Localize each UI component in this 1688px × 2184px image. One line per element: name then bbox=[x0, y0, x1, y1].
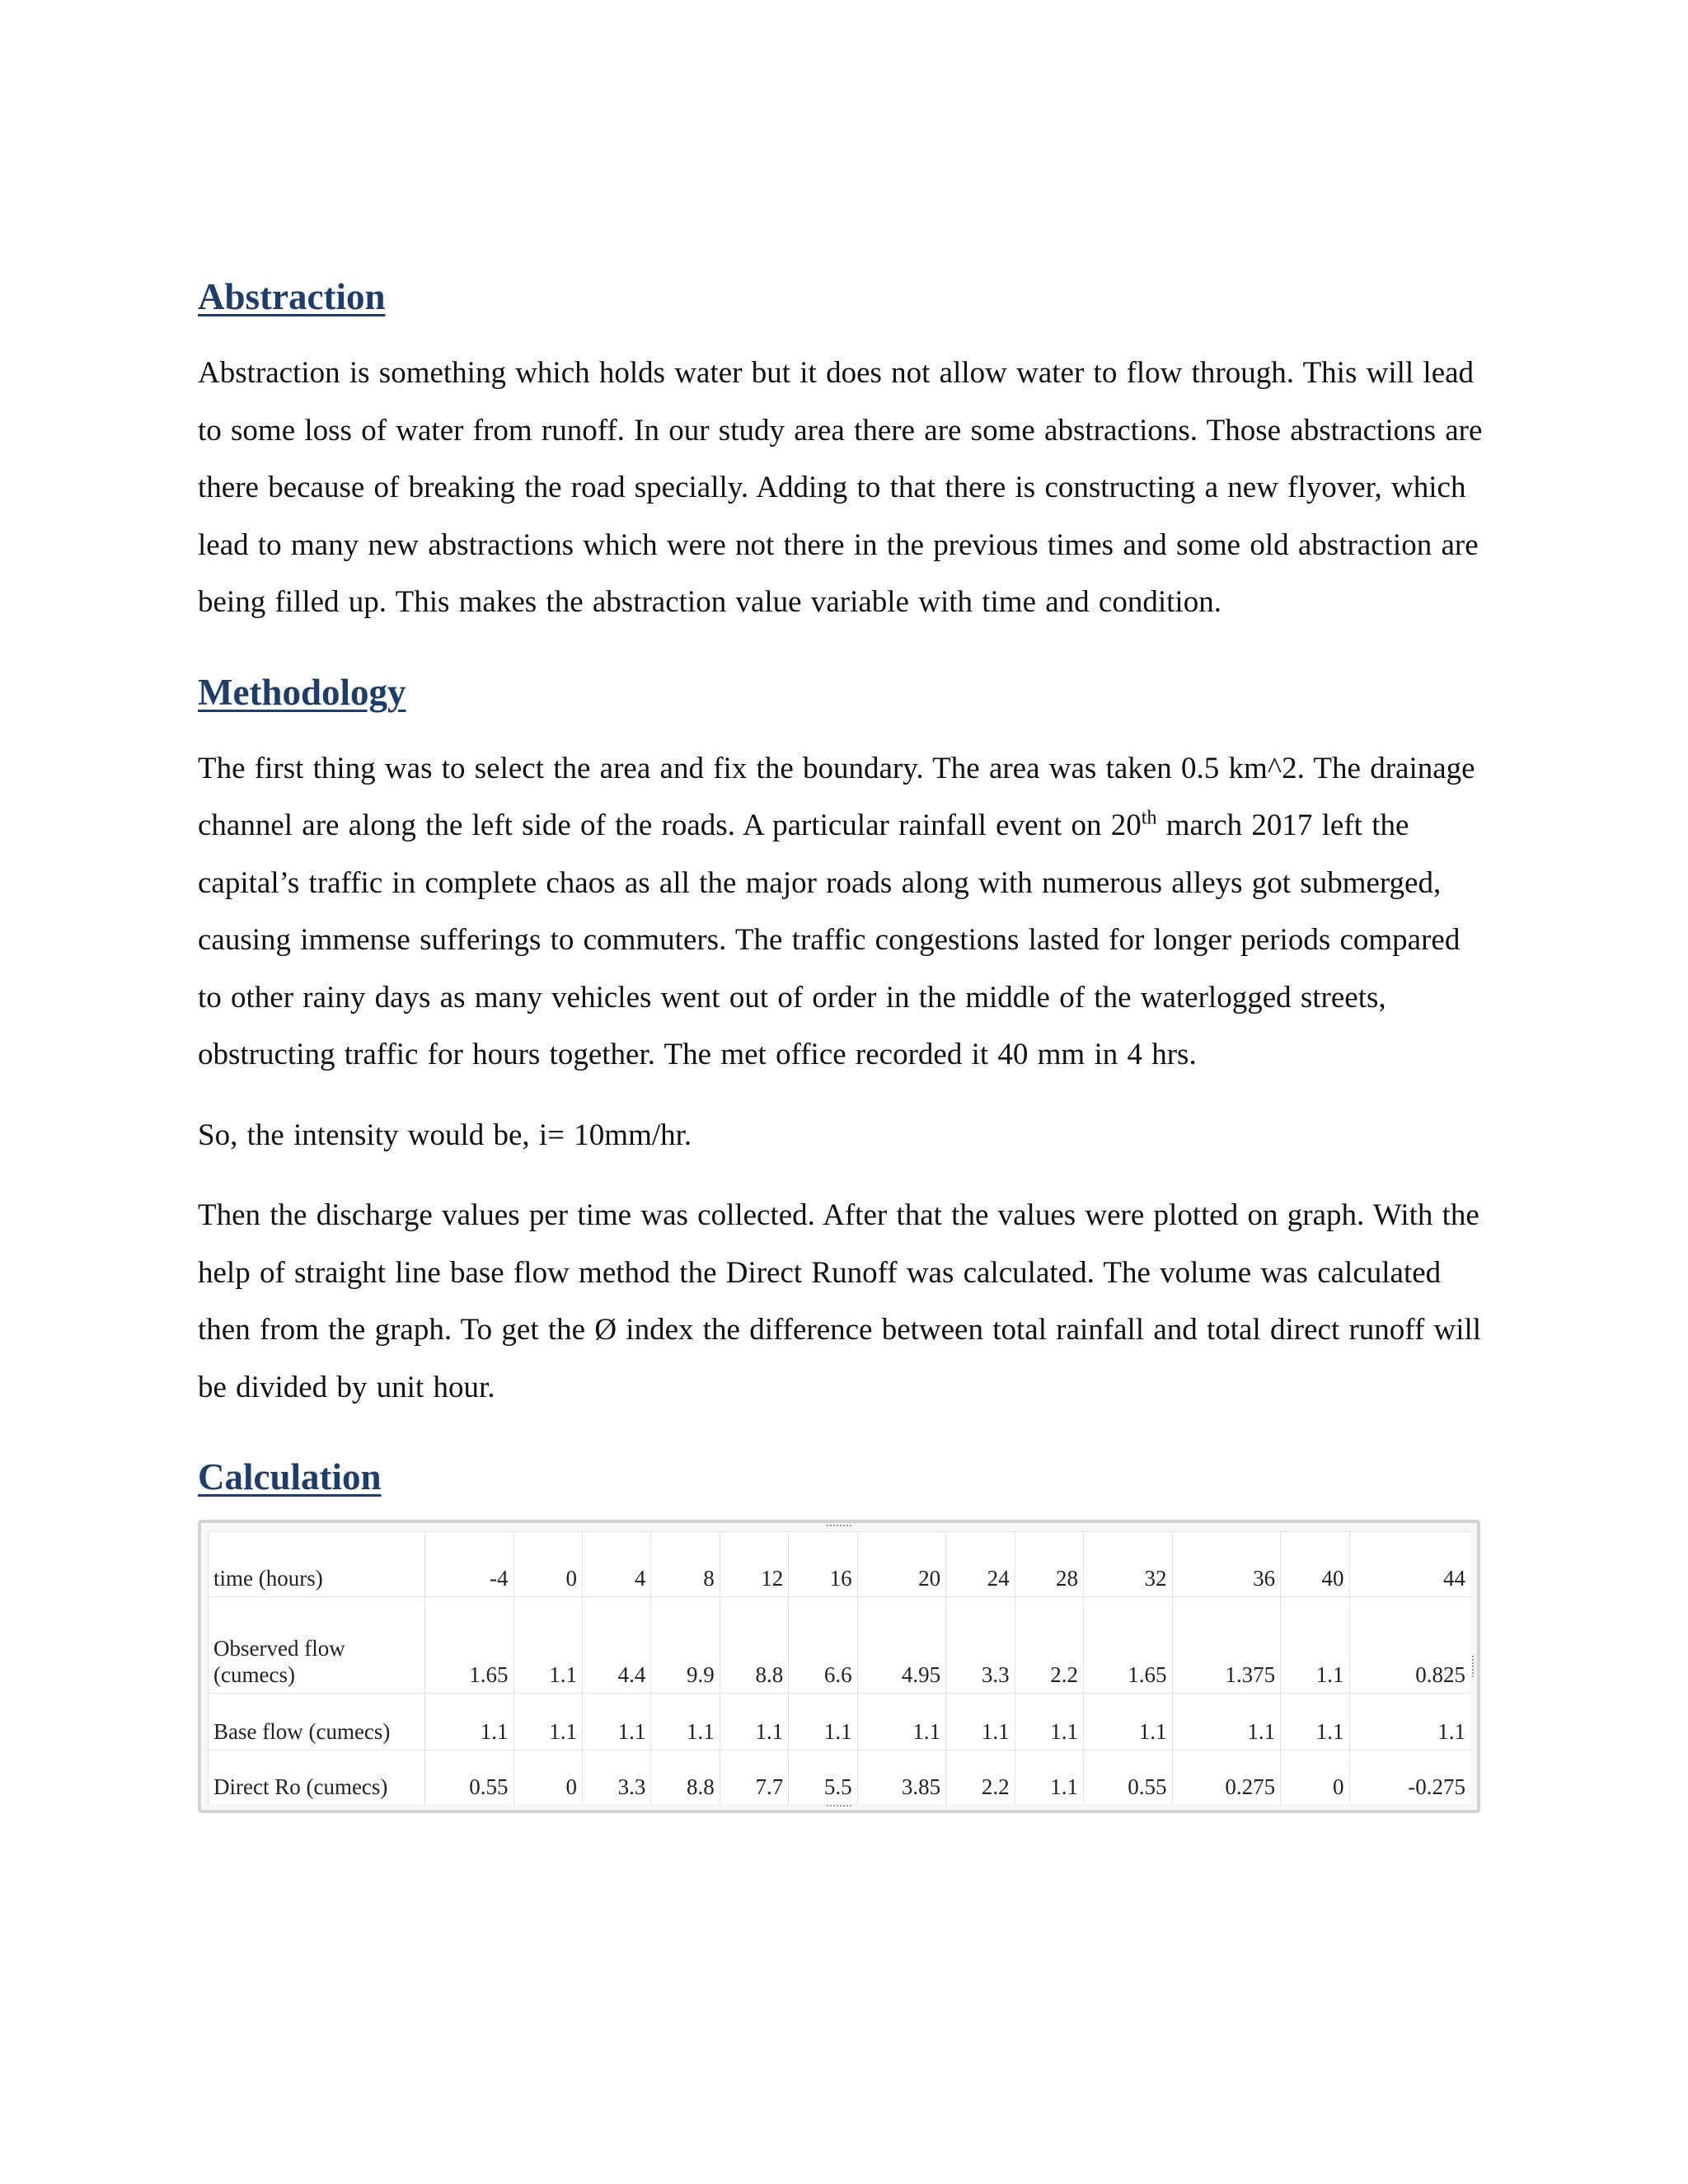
table-cell: 1.1 bbox=[513, 1597, 582, 1694]
table-cell: 7.7 bbox=[720, 1750, 788, 1806]
table-cell: 24 bbox=[946, 1532, 1015, 1597]
table-cell: 8 bbox=[651, 1532, 720, 1597]
table-cell: 28 bbox=[1015, 1532, 1083, 1597]
table-cell: 9.9 bbox=[651, 1597, 720, 1694]
table-cell: 1.1 bbox=[946, 1694, 1015, 1750]
table-cell: -4 bbox=[425, 1532, 514, 1597]
table-cell: 1.1 bbox=[789, 1694, 857, 1750]
table-cell: 12 bbox=[720, 1532, 788, 1597]
table-cell: 40 bbox=[1281, 1532, 1349, 1597]
table-cell: 8.8 bbox=[651, 1750, 720, 1806]
table-cell: 20 bbox=[857, 1532, 946, 1597]
table-cell: 1.375 bbox=[1172, 1597, 1281, 1694]
calculation-heading: Calculation bbox=[198, 1456, 382, 1497]
table-cell: 1.1 bbox=[1015, 1750, 1083, 1806]
table-cell: 1.1 bbox=[1281, 1694, 1349, 1750]
ordinal-suffix: th bbox=[1141, 807, 1157, 829]
table-row-base-flow bbox=[209, 1694, 1471, 1750]
table-cell: 4.4 bbox=[582, 1597, 650, 1694]
table-cell: 1.1 bbox=[1083, 1694, 1172, 1750]
resize-handle-top[interactable] bbox=[827, 1525, 851, 1530]
resize-handle-bottom[interactable] bbox=[827, 1805, 851, 1810]
methodology-paragraph-2: So, the intensity would be, i= 10mm/hr. bbox=[198, 1118, 692, 1152]
table-cell: 1.1 bbox=[720, 1694, 788, 1750]
methodology-heading: Methodology bbox=[198, 671, 406, 713]
table-cell: 16 bbox=[789, 1532, 857, 1597]
table-cell: 3.3 bbox=[946, 1597, 1015, 1694]
table-cell: 0.55 bbox=[425, 1750, 514, 1806]
methodology-text-part-1: The first thing was to select the area and fix the boundary. The area was taken 0.5 km^2. The drainage channel are along the left side of the roads. A particular rainfall event on 20 bbox=[198, 751, 1475, 842]
table-cell: 1.1 bbox=[1015, 1694, 1083, 1750]
table-cell: 0.825 bbox=[1349, 1597, 1470, 1694]
table-cell: 8.8 bbox=[720, 1597, 788, 1694]
table-row-time bbox=[209, 1532, 1471, 1597]
embedded-table-frame[interactable] bbox=[198, 1520, 1480, 1813]
table-cell: -0.275 bbox=[1349, 1750, 1470, 1806]
table-cell: 2.2 bbox=[1015, 1597, 1083, 1694]
table-cell: 1.1 bbox=[1349, 1694, 1470, 1750]
methodology-text-part-2: march 2017 left the capital’s traffic in complete chaos as all the major roads along with numerous alleys got submerged, causing immense sufferings to commuters. The traffic congestions lasted for longer periods compared to other rainy days as many vehicles went out of order in the middle of the waterlogged streets, obstructing traffic for hours together. The met office recorded it 40 mm in 4 hrs. bbox=[198, 808, 1461, 1071]
table-cell: 5.5 bbox=[789, 1750, 857, 1806]
table-cell: 1.1 bbox=[1281, 1597, 1349, 1694]
table-cell: 1.1 bbox=[857, 1694, 946, 1750]
table-cell: 1.1 bbox=[582, 1694, 650, 1750]
abstraction-heading: Abstraction bbox=[198, 276, 386, 317]
row-label: Direct Ro (cumecs) bbox=[209, 1750, 425, 1806]
table-cell: 1.65 bbox=[1083, 1597, 1172, 1694]
table-cell: 6.6 bbox=[789, 1597, 857, 1694]
table-cell: 0.55 bbox=[1083, 1750, 1172, 1806]
table-cell: 32 bbox=[1083, 1532, 1172, 1597]
table-cell: 1.65 bbox=[425, 1597, 514, 1694]
abstraction-paragraph: Abstraction is something which holds water but it does not allow water to flow through. This will lead to some loss of water from runoff. In our study area there are some abstractions. Those abstractions are there because of breaking the road specially. Adding to that there is constructing a new flyover, which lead to many new abstractions which were not there in the previous times and some old abstraction are being filled up. This makes the abstraction value variable with time and condition. bbox=[198, 356, 1483, 619]
document-page bbox=[198, 272, 1484, 1813]
row-label: Observed flow (cumecs) bbox=[209, 1597, 425, 1694]
table-cell: 1.1 bbox=[425, 1694, 514, 1750]
table-cell: 0 bbox=[513, 1532, 582, 1597]
table-cell: 1.1 bbox=[1172, 1694, 1281, 1750]
table-row-observed-flow bbox=[209, 1597, 1471, 1694]
table-cell: 0.275 bbox=[1172, 1750, 1281, 1806]
table-cell: 2.2 bbox=[946, 1750, 1015, 1806]
resize-handle-right[interactable] bbox=[1472, 1656, 1477, 1677]
table-cell: 4 bbox=[582, 1532, 650, 1597]
table-row-direct-runoff bbox=[209, 1750, 1471, 1806]
table-cell: 3.85 bbox=[857, 1750, 946, 1806]
row-label: time (hours) bbox=[209, 1532, 425, 1597]
table-cell: 3.3 bbox=[582, 1750, 650, 1806]
row-label: Base flow (cumecs) bbox=[209, 1694, 425, 1750]
calculation-table bbox=[208, 1531, 1470, 1805]
table-cell: 36 bbox=[1172, 1532, 1281, 1597]
table-cell: 4.95 bbox=[857, 1597, 946, 1694]
table-cell: 1.1 bbox=[651, 1694, 720, 1750]
table-cell: 0 bbox=[1281, 1750, 1349, 1806]
table-cell: 44 bbox=[1349, 1532, 1470, 1597]
table-cell: 0 bbox=[513, 1750, 582, 1806]
methodology-paragraph-1 bbox=[198, 740, 1484, 1084]
table-cell: 1.1 bbox=[513, 1694, 582, 1750]
methodology-paragraph-3: Then the discharge values per time was collected. After that the values were plotted on graph. With the help of straight line base flow method the Direct Runoff was calculated. The volume was calculated then from the graph. To get the Ø index the difference between total rainfall and total direct runoff will be divided by unit hour. bbox=[198, 1198, 1482, 1404]
